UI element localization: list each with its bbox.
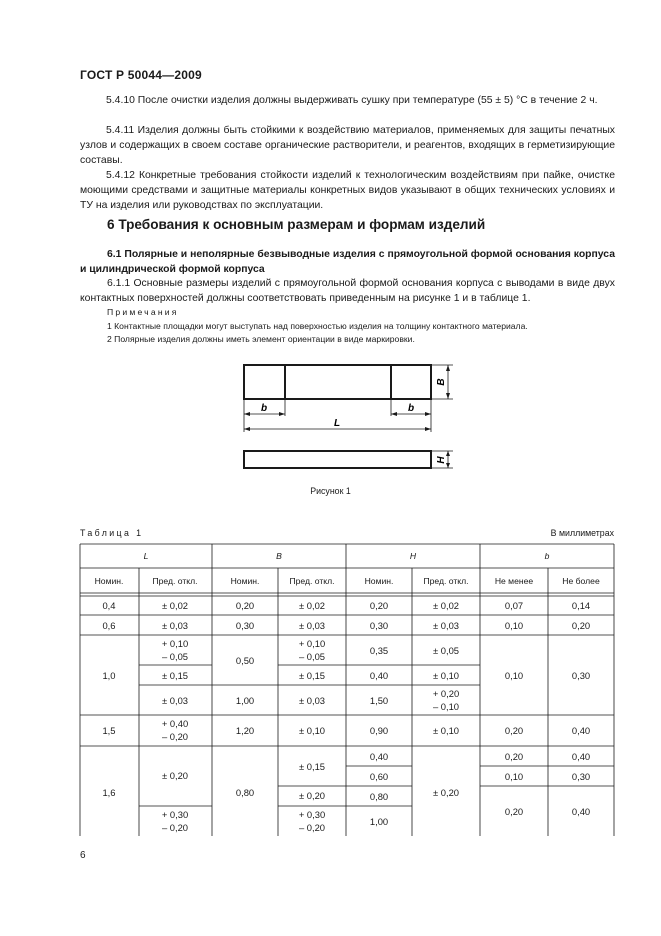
svg-text:+ 0,10: + 0,10 [298, 638, 326, 649]
page-number: 6 [80, 850, 86, 861]
svg-text:0,07: 0,07 [504, 600, 524, 611]
svg-text:± 0,20: ± 0,20 [299, 790, 325, 801]
paragraph-5-4-12: 5.4.12 Конкретные требования стойкости изделий к технологическим воздействиям при пайке, очистке моющими средствами и защитные материалы конкретных видов указывают в общих технических условиях и ТУ на изделия или руководствах по эксплуатации. [80, 170, 615, 211]
table-label: Таблица 1 [80, 528, 144, 538]
subhead-b-max: Не более [562, 576, 600, 586]
note-1: 1 Контактные площадки могут выступать над поверхностью изделия на толщину контактного материала. [107, 321, 528, 331]
svg-text:0,40: 0,40 [571, 725, 591, 736]
svg-text:0,35: 0,35 [369, 645, 389, 656]
svg-text:0,20: 0,20 [369, 600, 389, 611]
dim-label-L: L [333, 418, 341, 429]
group-header-L: L [143, 551, 149, 561]
svg-text:1,5: 1,5 [102, 725, 116, 736]
svg-text:0,4: 0,4 [102, 600, 116, 611]
svg-text:0,50: 0,50 [235, 655, 255, 666]
svg-text:0,20: 0,20 [504, 725, 524, 736]
svg-text:± 0,02: ± 0,02 [433, 600, 459, 611]
svg-text:+ 0,30: + 0,30 [298, 809, 326, 820]
svg-text:± 0,05: ± 0,05 [433, 645, 459, 656]
subhead-B-nom: Номин. [230, 576, 260, 586]
svg-text:0,80: 0,80 [369, 791, 389, 802]
note-2: 2 Полярные изделия должны иметь элемент ориентации в виде маркировки. [107, 334, 415, 344]
paragraph-5-4-10: 5.4.10 После очистки изделия должны выдерживать сушку при температуре (55 ± 5) °С в течение 2 ч. [106, 95, 598, 106]
group-header-B: B [276, 551, 282, 561]
svg-text:– 0,10: – 0,10 [432, 701, 460, 712]
svg-text:0,80: 0,80 [235, 787, 255, 798]
svg-text:1,6: 1,6 [102, 787, 116, 798]
svg-text:0,10: 0,10 [504, 620, 524, 631]
svg-text:± 0,03: ± 0,03 [162, 620, 188, 631]
svg-text:± 0,10: ± 0,10 [433, 670, 459, 681]
paragraph-6-1-1: 6.1.1 Основные размеры изделий с прямоугольной формой основания корпуса с выводами в виде двух контактных поверхностей должны соответствовать приведенным на рисунке 1 и в таблице 1. [80, 278, 615, 304]
svg-text:± 0,10: ± 0,10 [433, 725, 459, 736]
paragraph-5-4-11: 5.4.11 Изделия должны быть стойкими к воздействию материалов, применяемых для защиты печатных узлов и содержащих в своем составе органические растворители, и реагентов, входящих в герметизирующие составы. [80, 125, 615, 166]
svg-text:± 0,03: ± 0,03 [299, 695, 325, 706]
subhead-L-nom: Номин. [94, 576, 124, 586]
svg-text:± 0,15: ± 0,15 [299, 670, 325, 681]
section-heading: 6 Требования к основным размерам и формам изделий [107, 217, 486, 232]
document-header: ГОСТ Р 50044—2009 [80, 68, 202, 82]
svg-text:+ 0,30: + 0,30 [161, 809, 189, 820]
svg-text:± 0,03: ± 0,03 [162, 695, 188, 706]
svg-text:0,30: 0,30 [571, 670, 591, 681]
notes-title: Примечания [107, 307, 179, 317]
svg-text:0,14: 0,14 [571, 600, 591, 611]
dim-label-b-left: b [260, 403, 268, 414]
svg-text:± 0,02: ± 0,02 [162, 600, 188, 611]
svg-text:± 0,03: ± 0,03 [299, 620, 325, 631]
svg-text:0,40: 0,40 [369, 670, 389, 681]
svg-text:± 0,03: ± 0,03 [433, 620, 459, 631]
subhead-H-nom: Номин. [364, 576, 394, 586]
svg-text:0,20: 0,20 [571, 620, 591, 631]
svg-text:– 0,20: – 0,20 [161, 822, 189, 833]
svg-text:– 0,05: – 0,05 [161, 651, 189, 662]
svg-text:± 0,10: ± 0,10 [299, 725, 325, 736]
subhead-H-tol: Пред. откл. [423, 576, 469, 586]
subsection-heading: 6.1 Полярные и неполярные безвыводные изделия с прямоугольной формой основания корпуса и цилиндрической формой корпуса [80, 249, 615, 275]
svg-text:0,40: 0,40 [369, 751, 389, 762]
dim-label-b-right: b [407, 403, 415, 414]
svg-text:0,30: 0,30 [571, 771, 591, 782]
svg-text:1,20: 1,20 [235, 725, 255, 736]
svg-text:0,40: 0,40 [571, 806, 591, 817]
dim-label-H: H [436, 456, 447, 464]
svg-text:1,00: 1,00 [235, 695, 255, 706]
svg-text:– 0,20: – 0,20 [161, 731, 189, 742]
svg-text:– 0,05: – 0,05 [298, 651, 326, 662]
svg-text:± 0,20: ± 0,20 [162, 770, 188, 781]
svg-text:1,00: 1,00 [369, 816, 389, 827]
group-header-H: H [409, 551, 417, 561]
svg-text:+ 0,20: + 0,20 [432, 688, 460, 699]
svg-text:+ 0,40: + 0,40 [161, 718, 189, 729]
svg-text:0,10: 0,10 [504, 670, 524, 681]
svg-text:0,20: 0,20 [235, 600, 255, 611]
svg-text:0,30: 0,30 [235, 620, 255, 631]
svg-text:+ 0,10: + 0,10 [161, 638, 189, 649]
svg-text:1,50: 1,50 [369, 695, 389, 706]
svg-text:– 0,20: – 0,20 [298, 822, 326, 833]
svg-text:0,30: 0,30 [369, 620, 389, 631]
svg-text:± 0,20: ± 0,20 [433, 787, 459, 798]
table-units: В миллиметрах [550, 528, 614, 538]
svg-text:0,40: 0,40 [571, 751, 591, 762]
group-header-b: b [544, 551, 550, 561]
svg-text:0,20: 0,20 [504, 806, 524, 817]
svg-text:± 0,15: ± 0,15 [299, 761, 325, 772]
svg-text:0,20: 0,20 [504, 751, 524, 762]
svg-text:0,6: 0,6 [102, 620, 116, 631]
dim-label-B: B [436, 378, 447, 386]
svg-text:0,10: 0,10 [504, 771, 524, 782]
subhead-B-tol: Пред. откл. [289, 576, 335, 586]
svg-text:0,60: 0,60 [369, 771, 389, 782]
svg-text:0,90: 0,90 [369, 725, 389, 736]
subhead-b-min: Не менее [494, 576, 534, 586]
svg-text:± 0,15: ± 0,15 [162, 670, 188, 681]
subhead-L-tol: Пред. откл. [152, 576, 198, 586]
svg-text:± 0,02: ± 0,02 [299, 600, 325, 611]
svg-text:1,0: 1,0 [102, 670, 116, 681]
figure-caption: Рисунок 1 [310, 486, 351, 496]
